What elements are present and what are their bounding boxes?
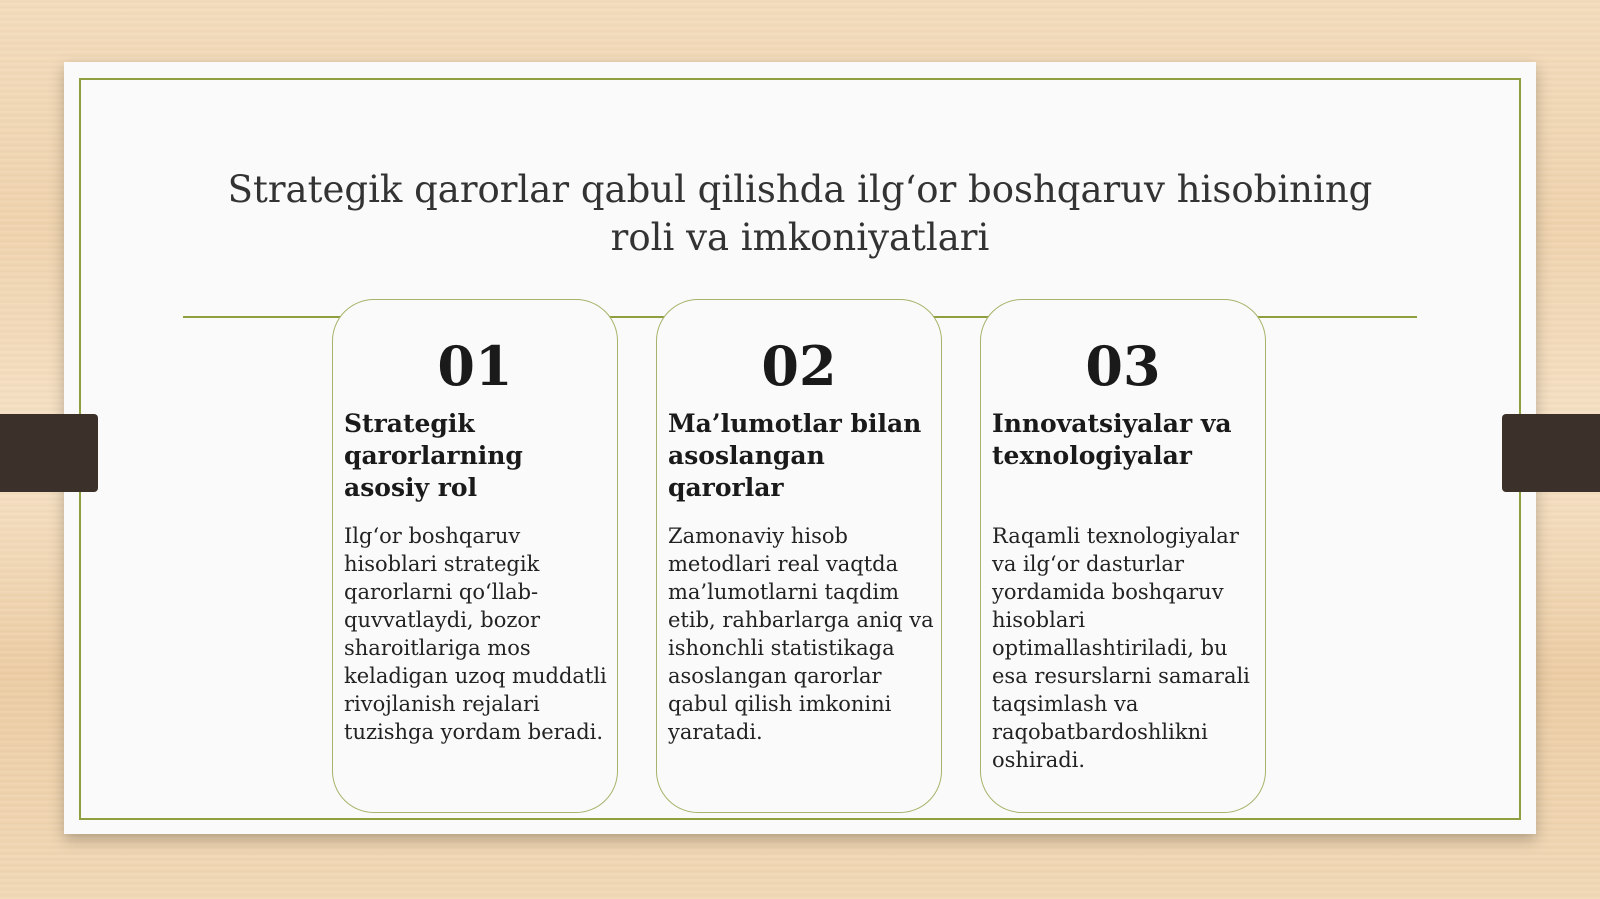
- card-heading: Innovatsiyalar va texnologiyalar: [992, 409, 1232, 470]
- card-02: [656, 299, 942, 813]
- card-number: 03: [1085, 334, 1161, 398]
- card-01: [332, 299, 618, 813]
- card-text: Ilg‘or boshqaruv hisoblari strategik qarorlarni qo‘llab-quvvatlaydi, bozor sharoitlariga mos keladigan uzoq muddatli rivojlanish rejalari tuzishga yordam beradi.: [344, 524, 607, 744]
- card-heading: Ma’lumotlar bilan asoslangan qarorlar: [668, 409, 922, 502]
- card-number: 02: [761, 334, 837, 398]
- card-text: Zamonaviy hisob metodlari real vaqtda ma’lumotlarni taqdim etib, rahbarlarga aniq va ishonchli statistikaga asoslangan qarorlar qabul qilish imkonini yaratadi.: [668, 524, 934, 744]
- card-heading: Strategik qarorlarning asosiy rol: [344, 409, 523, 502]
- right-binder-tab: [1502, 414, 1600, 492]
- card-number: 01: [437, 334, 513, 398]
- slide-title-line-2: roli va imkoniyatlari: [610, 216, 990, 259]
- slide-title: [160, 166, 1440, 262]
- left-binder-tab: [0, 414, 98, 492]
- card-03: [980, 299, 1266, 813]
- slide-title-line-1: Strategik qarorlar qabul qilishda ilg‘or boshqaruv hisobining: [227, 168, 1373, 211]
- card-text: Raqamli texnologiyalar va ilg‘or dasturlar yordamida boshqaruv hisoblari optimallashtiriladi, bu esa resurslarni samarali taqsimlash va raqobatbardoshlikni oshiradi.: [992, 524, 1250, 772]
